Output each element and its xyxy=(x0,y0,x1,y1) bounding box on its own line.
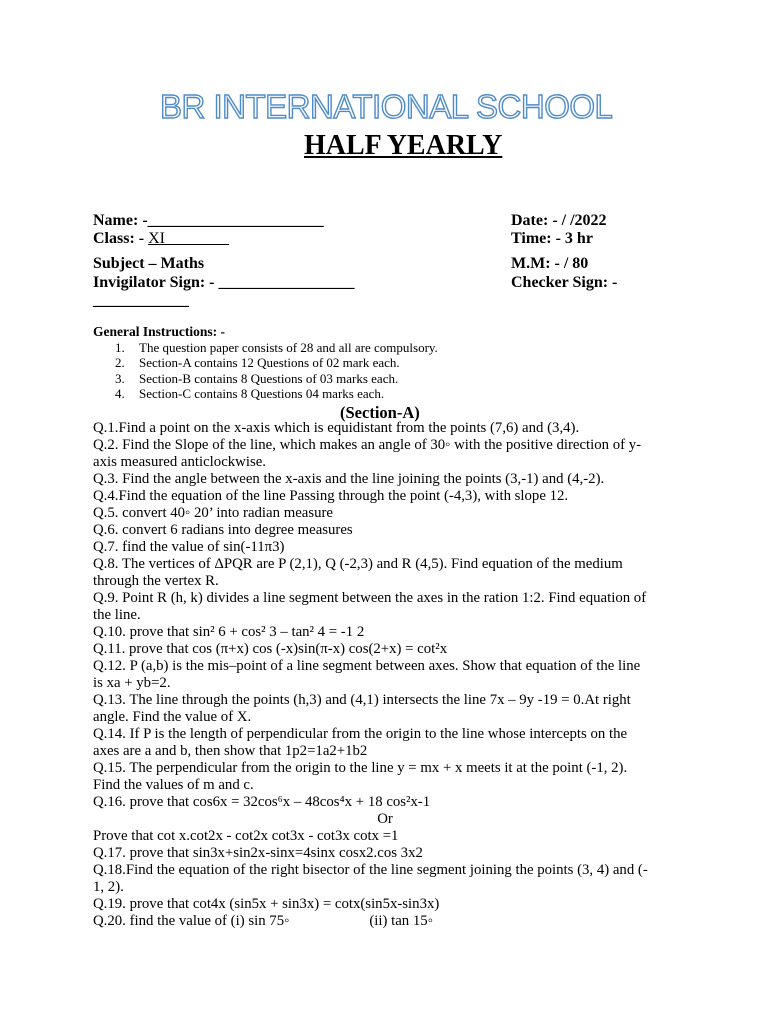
question-line: 1, 2). xyxy=(93,879,124,895)
q20-part-i: Q.20. find the value of (i) sin 75◦ xyxy=(93,913,290,929)
question-line: Q.15. The perpendicular from the origin to the line y = mx + x meets it at the point (-1, 2). xyxy=(93,760,628,776)
question-line: Find the values of m and c. xyxy=(93,777,254,793)
class-label: Class: - xyxy=(93,230,149,247)
instruction-item: 4. Section-C contains 8 Questions 04 marks each. xyxy=(115,385,385,401)
invigilator-sign-field: Invigilator Sign: - _________________ xyxy=(93,274,355,291)
or-divider: Or xyxy=(377,811,393,827)
instruction-item: 2. Section-A contains 12 Questions of 02 mark each. xyxy=(115,355,400,371)
instructions-list xyxy=(115,340,438,401)
question-line: through the vertex R. xyxy=(93,573,219,589)
max-marks-field: M.M: - / 80 xyxy=(511,255,589,272)
question-line: Prove that cot x.cot2x - cot2x cot3x - cot3x cotx =1 xyxy=(93,828,399,844)
instruction-item: 3. Section-B contains 8 Questions of 03 marks each. xyxy=(115,370,399,386)
question-line: axes are a and b, then show that 1p2=1a2+1b2 xyxy=(93,743,368,759)
question-line: Q.5. convert 40◦ 20’ into radian measure xyxy=(93,505,334,521)
question-line: Q.6. convert 6 radians into degree measures xyxy=(93,522,353,538)
name-blank: ______________________ xyxy=(147,212,324,229)
school-name: BR INTERNATIONAL SCHOOL xyxy=(160,88,613,125)
name-label: Name: - xyxy=(93,212,148,229)
question-line: Q.19. prove that cot4x (sin5x + sin3x) = cotx(sin5x-sin3x) xyxy=(93,896,440,912)
q20-part-ii: (ii) tan 15◦ xyxy=(369,913,433,929)
date-field: Date: - / /2022 xyxy=(511,212,607,229)
class-value: XI________ xyxy=(148,230,229,247)
time-field: Time: - 3 hr xyxy=(511,230,593,247)
checker-sign-blank: ____________ xyxy=(93,292,189,309)
checker-sign-field: Checker Sign: - xyxy=(511,274,618,291)
question-line: Q.11. prove that cos (π+x) cos (-x)sin(π-x) cos(2+x) = cot²x xyxy=(93,641,448,657)
subject-field: Subject – Maths xyxy=(93,255,205,272)
question-line: Q.3. Find the angle between the x-axis and the line joining the points (3,-1) and (4,-2). xyxy=(93,471,605,487)
question-line: axis measured anticlockwise. xyxy=(93,454,266,470)
name-field xyxy=(93,211,324,230)
question-line: Q.16. prove that cos6x = 32cos⁶x – 48cos⁴x + 18 cos²x-1 xyxy=(93,794,431,810)
exam-title: HALF YEARLY xyxy=(304,130,503,161)
question-list xyxy=(93,420,677,930)
question-line: Q.18.Find the equation of the right bisector of the line segment joining the points (3, 4) and (- xyxy=(93,862,648,878)
question-line: Q.4.Find the equation of the line Passing through the point (-4,3), with slope 12. xyxy=(93,488,569,504)
instructions-title: General Instructions: - xyxy=(93,324,225,339)
question-line: Q.10. prove that sin² 6 + cos² 3 – tan² 4 = -1 2 xyxy=(93,624,365,640)
question-line: Q.13. The line through the points (h,3) and (4,1) intersects the line 7x – 9y -19 = 0.At right xyxy=(93,692,631,708)
question-line: Q.7. find the value of sin(-11π3) xyxy=(93,539,285,555)
question-line xyxy=(93,913,677,930)
class-field xyxy=(93,229,229,248)
question-line: the line. xyxy=(93,607,141,623)
question-line: Q.17. prove that sin3x+sin2x-sinx=4sinx cosx2.cos 3x2 xyxy=(93,845,423,861)
instruction-item: 1. The question paper consists of 28 and all are compulsory. xyxy=(115,340,438,355)
question-line: angle. Find the value of X. xyxy=(93,709,252,725)
question-line: is xa + yb=2. xyxy=(93,675,171,691)
question-line: Q.14. If P is the length of perpendicular from the origin to the line whose intercepts on the xyxy=(93,726,628,742)
question-line: Q.2. Find the Slope of the line, which makes an angle of 30◦ with the positive direction of y- xyxy=(93,437,642,453)
question-line: Q.1.Find a point on the x-axis which is equidistant from the points (7,6) and (3,4). xyxy=(93,420,580,436)
question-line: Q.12. P (a,b) is the mis–point of a line segment between axes. Show that equation of the line xyxy=(93,658,641,674)
question-line: Q.8. The vertices of ΔPQR are P (2,1), Q (-2,3) and R (4,5). Find equation of the medium xyxy=(93,556,623,572)
question-line: Q.9. Point R (h, k) divides a line segment between the axes in the ration 1:2. Find equation of xyxy=(93,590,647,606)
section-a-title: (Section-A) xyxy=(340,403,420,422)
